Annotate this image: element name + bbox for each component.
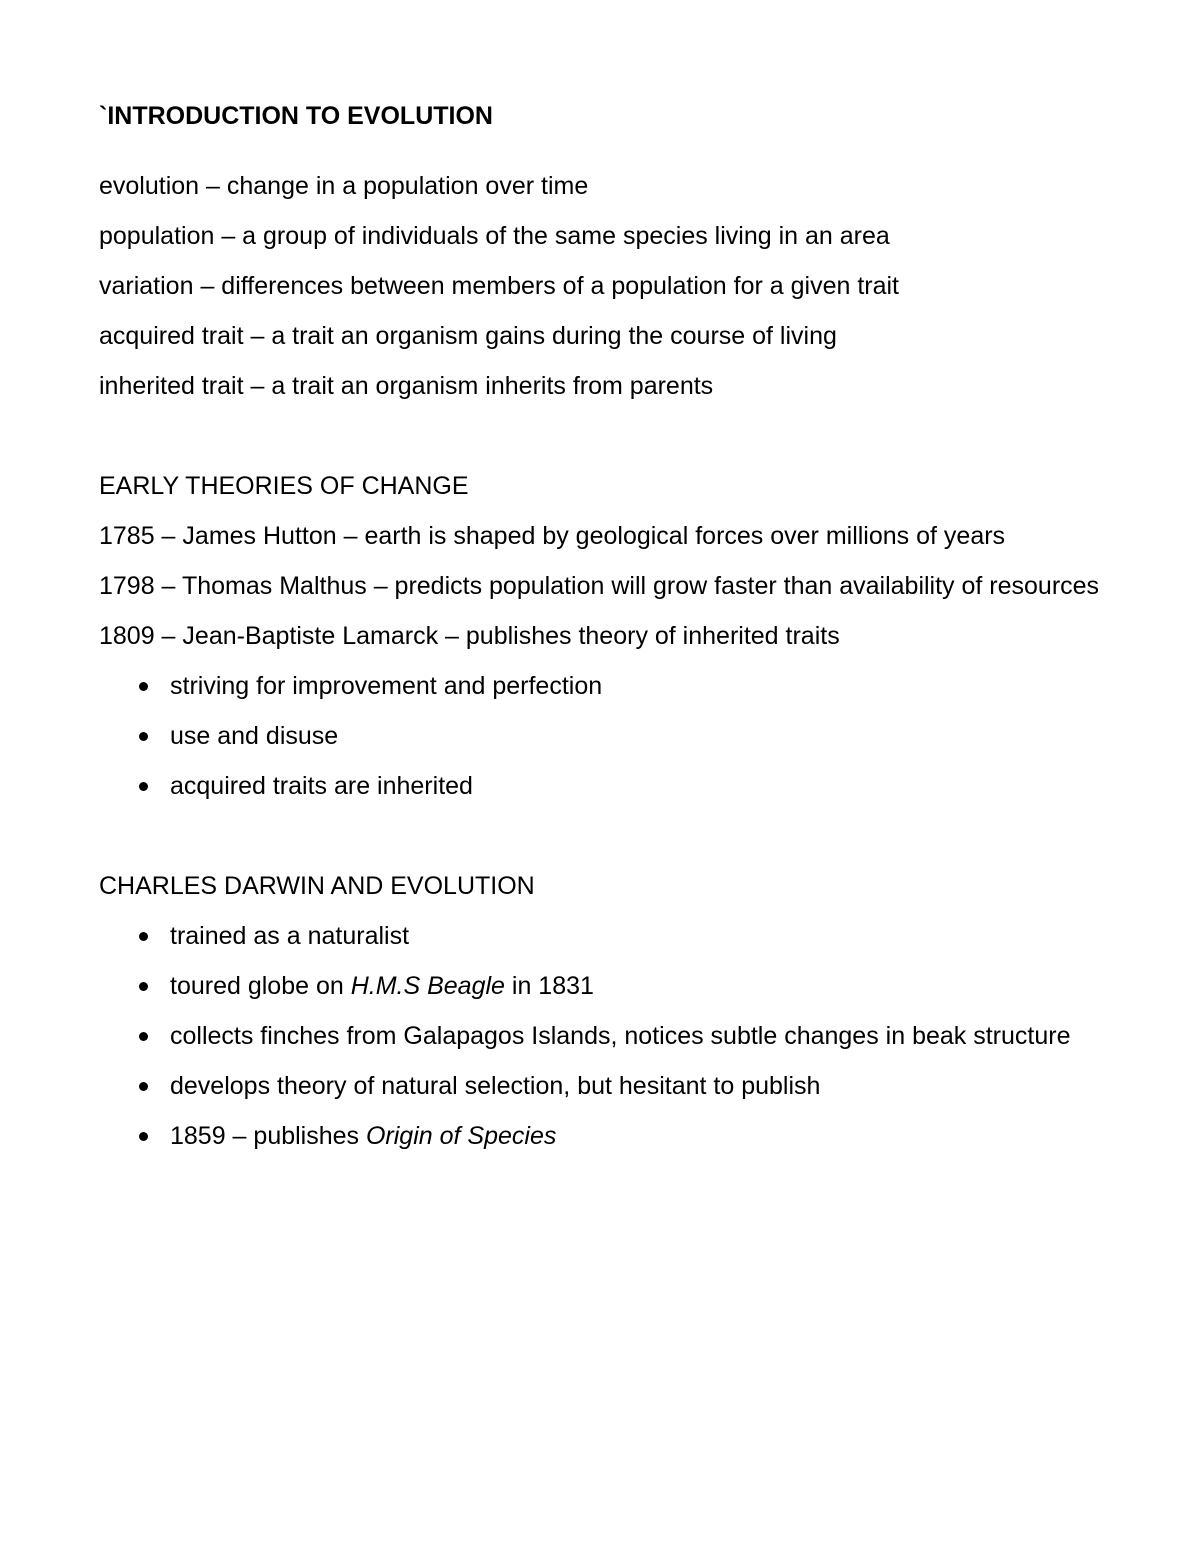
list-item: [99, 1061, 1159, 1111]
list-item: [99, 1011, 1159, 1061]
bullet-icon: [139, 1082, 148, 1091]
definition-acquired-trait: acquired trait – a trait an organism gains during the course of living: [99, 322, 837, 350]
document-title: `INTRODUCTION TO EVOLUTION: [99, 102, 493, 130]
definition-population: population – a group of individuals of the same species living in an area: [99, 222, 890, 250]
document-page: [99, 96, 1159, 1161]
list-item-text: use and disuse: [170, 722, 339, 750]
list-item: [99, 761, 1159, 811]
definition-evolution: evolution – change in a population over time: [99, 172, 589, 200]
theory-malthus: 1798 – Thomas Malthus – predicts population will grow faster than availability of resources: [99, 572, 1100, 600]
bullet-icon: [139, 1132, 148, 1141]
definition-variation: variation – differences between members of a population for a given trait: [99, 272, 899, 300]
list-item-text-prefix: toured globe on: [170, 972, 351, 1000]
section-heading-darwin: CHARLES DARWIN AND EVOLUTION: [99, 872, 535, 900]
list-item-text-suffix: in 1831: [504, 972, 594, 1000]
bullet-icon: [139, 1032, 148, 1041]
list-item: [99, 911, 1159, 961]
bullet-icon: [139, 932, 148, 941]
bullet-icon: [139, 982, 148, 991]
early-theories-section: [99, 461, 1159, 811]
bullet-icon: [139, 682, 148, 691]
list-item-text: develops theory of natural selection, but hesitant to publish: [170, 1072, 821, 1100]
list-item: [99, 961, 1159, 1011]
list-item-text: trained as a naturalist: [170, 922, 410, 950]
list-item-text: collects finches from Galapagos Islands, notices subtle changes in beak structure: [170, 1022, 1071, 1050]
darwin-points-list: [99, 911, 1159, 1161]
bullet-icon: [139, 782, 148, 791]
section-heading-early-theories: EARLY THEORIES OF CHANGE: [99, 472, 469, 500]
list-item-text: acquired traits are inherited: [170, 772, 473, 800]
ship-name: H.M.S Beagle: [350, 972, 505, 1000]
list-item-text: striving for improvement and perfection: [170, 672, 603, 700]
spacer: [99, 411, 1159, 461]
list-item: [99, 1111, 1159, 1161]
book-title: Origin of Species: [365, 1122, 557, 1150]
lamarck-points-list: [99, 661, 1159, 811]
definition-inherited-trait: inherited trait – a trait an organism inherits from parents: [99, 372, 714, 400]
theory-hutton: 1785 – James Hutton – earth is shaped by geological forces over millions of years: [99, 522, 1006, 550]
definitions-list: [99, 161, 1159, 411]
bullet-icon: [139, 732, 148, 741]
spacer: [99, 811, 1159, 861]
darwin-section: [99, 861, 1159, 1161]
list-item: [99, 711, 1159, 761]
list-item-text-prefix: 1859 – publishes: [170, 1122, 366, 1150]
list-item: [99, 661, 1159, 711]
theory-lamarck: 1809 – Jean-Baptiste Lamarck – publishes theory of inherited traits: [99, 622, 840, 650]
